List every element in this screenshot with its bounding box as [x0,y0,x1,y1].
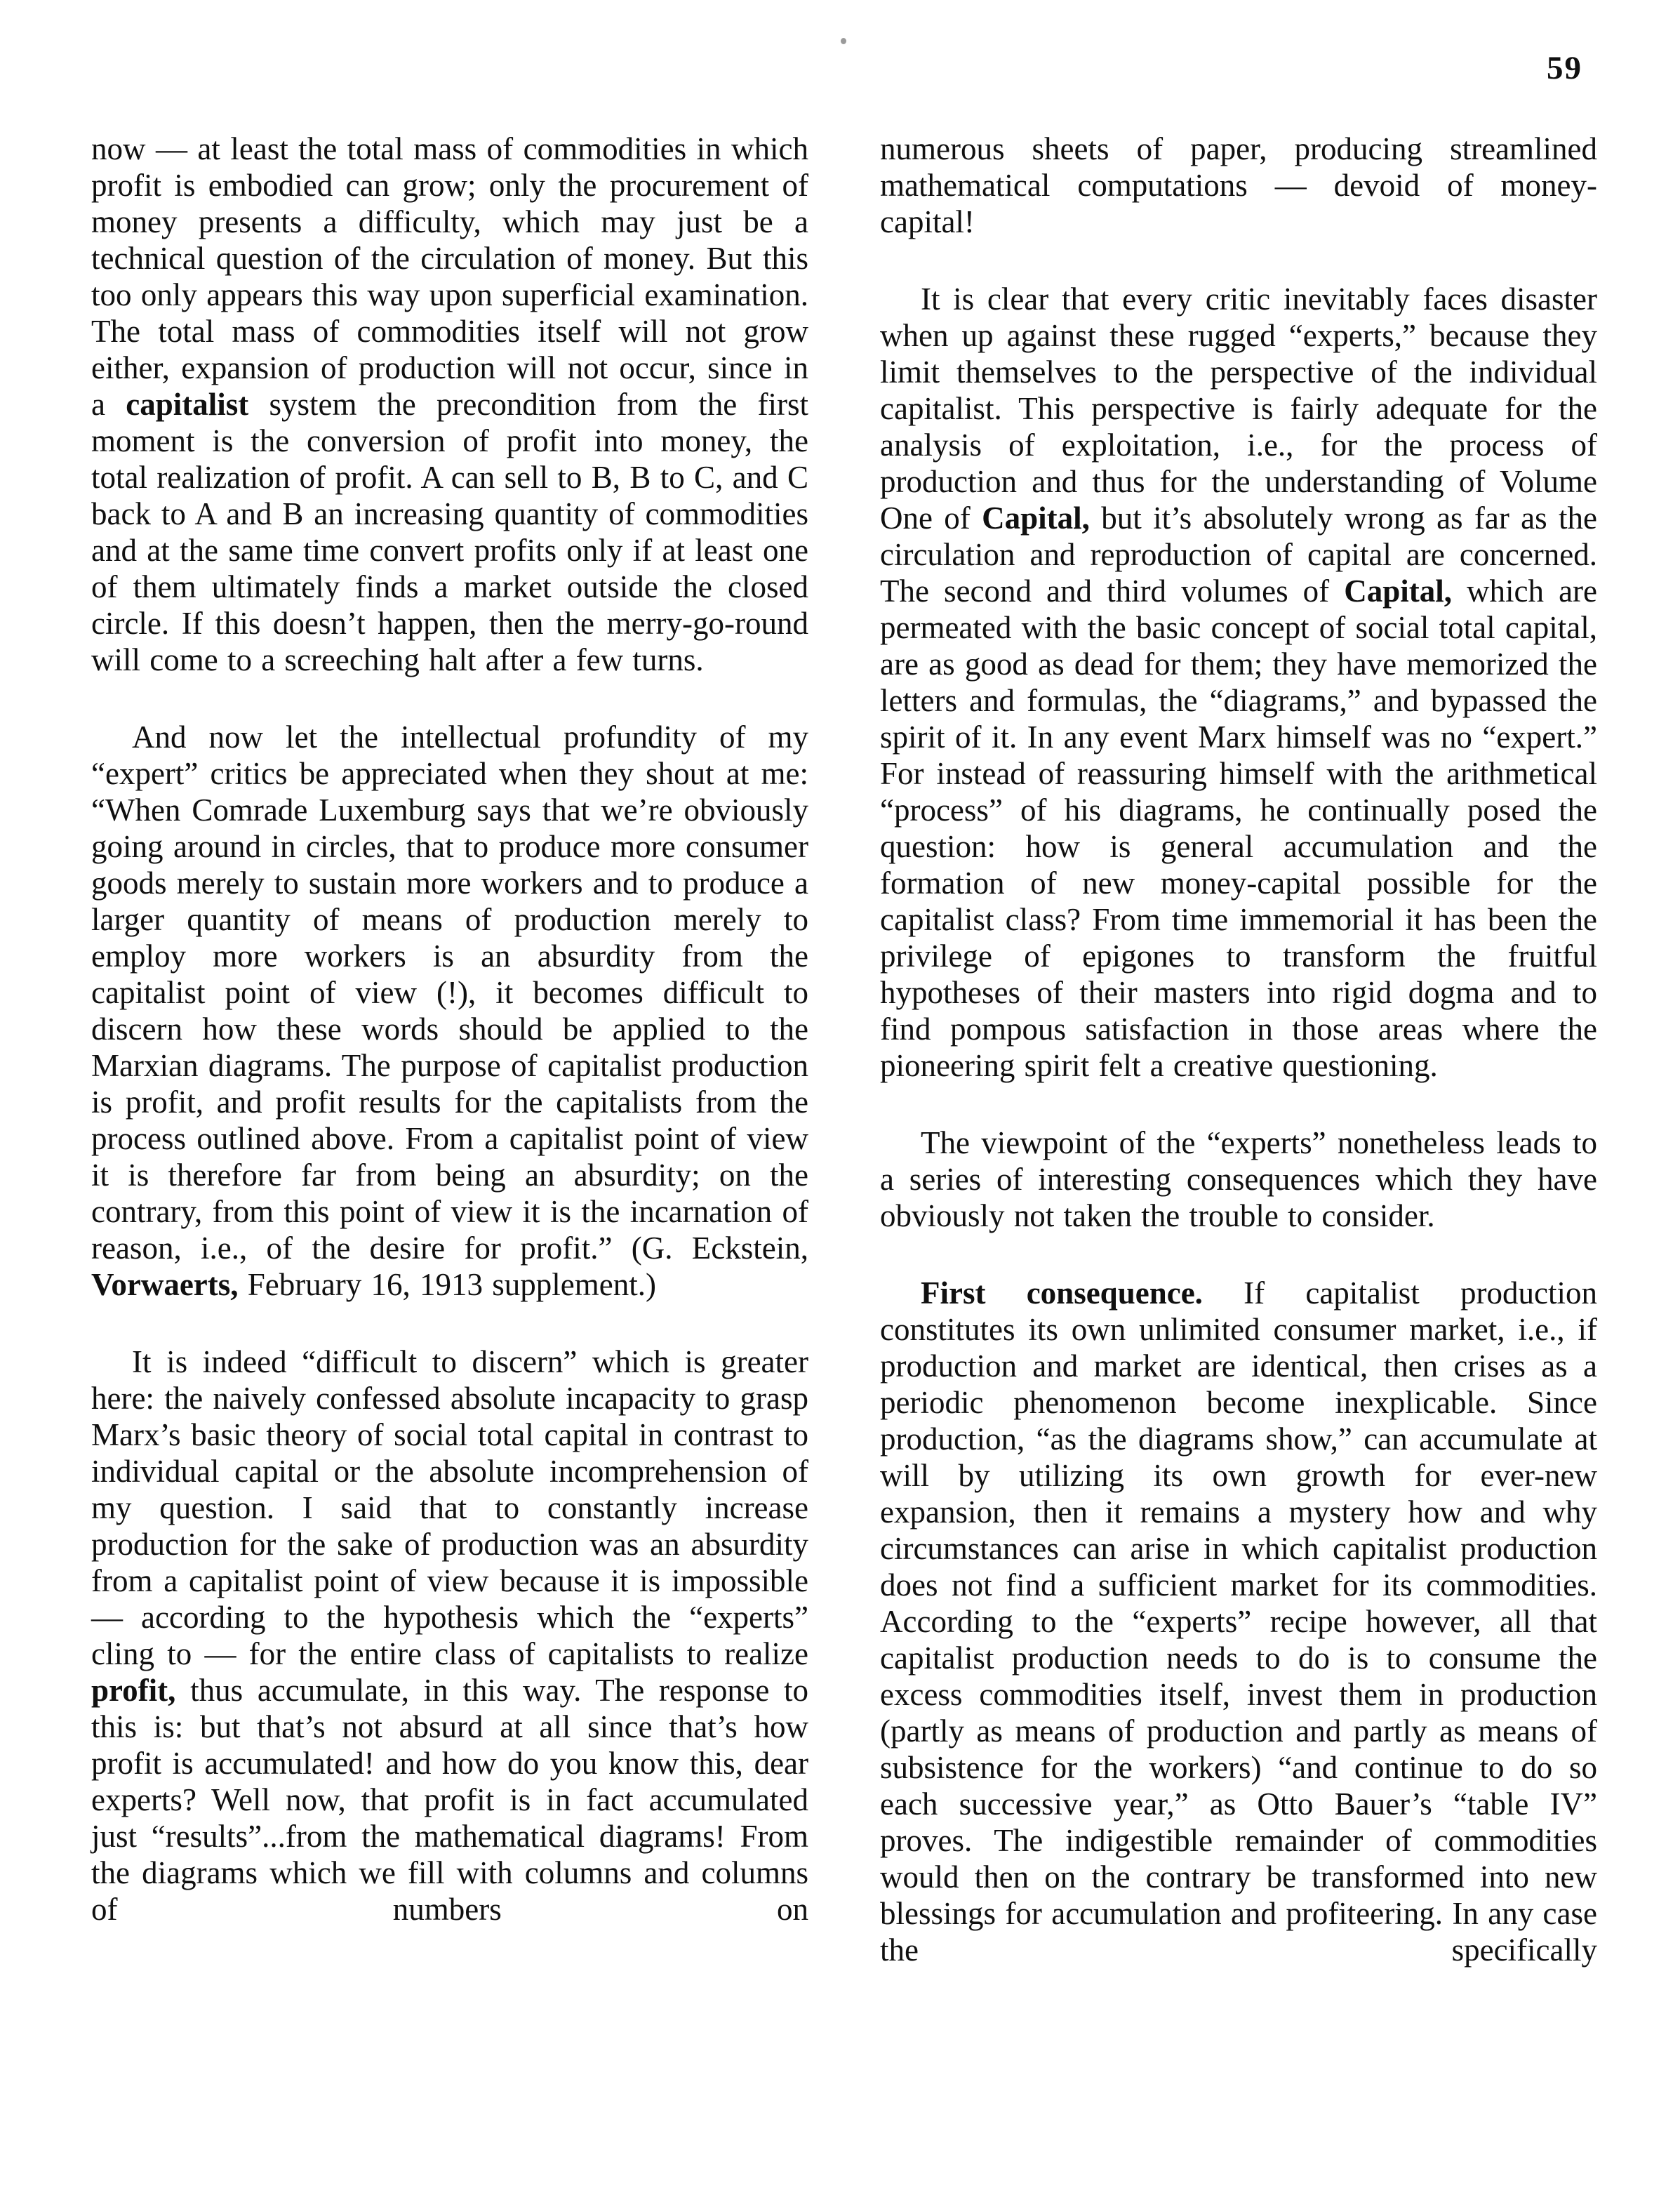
text-run: numerous sheets of paper, producing streamlined mathematical computations — devoid of money-capital! [880,131,1597,239]
text-run: It is clear that every critic inevitably faces disaster when up against these rugged “experts,” because they limit themselves to the perspective of the individual capitalist. This perspective is fairly adequate for the analysis of exploitation, i.e., for the process of production and thus for the understanding of Volume One of [880,281,1597,536]
left-column [91,131,808,1928]
text-run: And now let the intellectual profundity of my “expert” critics be appreciated when they shout at me: “When Comrade Luxemburg says that we’re obviously going around in circles, that to produce more consumer goods merely to sustain more workers and to produce a larger quantity of means of production merely to employ more workers is an absurdity from the capitalist point of view (!), it becomes difficult to discern how these words should be applied to the Marxian diagrams. The purpose of capitalist production is profit, and profit results for the capitalists from the process outlined above. From a capitalist point of view it is therefore far from being an absurdity; on the contrary, from this point of view it is the incarnation of reason, i.e., of the desire for profit.” (G. Eckstein, [91,719,808,1266]
bold-text-run: Vorwaerts, [91,1267,239,1302]
paragraph [880,1275,1597,1968]
paragraph [880,281,1597,1084]
paragraph [880,131,1597,240]
bold-text-run: capitalist [126,387,249,422]
text-run: If capitalist production constitutes its own unlimited consumer market, i.e., if production and market are identical, then crises as a periodic phenomenon become inexplicable. Since production, “as the diagrams show,” can accumulate at will by utilizing its own growth for ever-new expansion, then it remains a mystery how and why circumstances can arise in which capitalist production does not find a sufficient market for its commodities. According to the “experts” recipe however, all that capitalist production needs to do is to consume the excess commodities itself, invest them in production (partly as means of production and partly as means of subsistence for the workers) “and continue to do so each successive year,” as Otto Bauer’s “table IV” proves. The indigestible remainder of commodities would then on the contrary be transformed into new blessings for accumulation and profiteering. In any case the specifically [880,1275,1597,1968]
text-run: thus accumulate, in this way. The response to this is: but that’s not absurd at all since that’s how profit is accumulated! and how do you know this, dear experts? Well now, that profit is in fact accumulated just “results”...from the mathematical diagrams! From the diagrams which we fill with columns and columns of numbers on [91,1673,808,1927]
bold-text-run: profit, [91,1673,176,1708]
paragraph [91,1344,808,1928]
text-run: now — at least the total mass of commodities in which profit is embodied can grow; only the procurement of money presents a difficulty, which may just be a technical question of the circulation of money. But this too only appears this way upon superficial examination. The total mass of commodities itself will not grow either, expansion of production will not occur, since in a [91,131,808,422]
bold-text-run: Capital, [982,500,1090,536]
scan-artifact-dot [841,38,846,44]
text-run: The viewpoint of the “experts” nonetheless leads to a series of interesting consequences which they have obviously not taken the trouble to consider. [880,1125,1597,1233]
right-column [880,131,1597,1968]
paragraph [91,719,808,1303]
paragraph [880,1125,1597,1234]
text-run: February 16, 1913 supplement.) [238,1267,656,1302]
text-run: which are permeated with the basic concept of social total capital, are as good as dead for them; they have memorized the letters and formulas, the “diagrams,” and bypassed the spirit of it. In any event Marx himself was no “expert.” For instead of reassuring himself with the arithmetical “process” of his diagrams, he continually posed the question: how is general accumulation and the formation of new money-capital possible for the capitalist class? From time immemorial it has been the privilege of epigones to transform the fruitful hypotheses of their masters into rigid dogma and to find pompous satisfaction in those areas where the pioneering spirit felt a creative questioning. [880,573,1598,1083]
text-run: It is indeed “difficult to discern” which is greater here: the naively confessed absolute incapacity to grasp Marx’s basic theory of social total capital in contrast to individual capital or the absolute incomprehension of my question. I said that to constantly increase production for the sake of production was an absurdity from a capitalist point of view because it is impossible — according to the hypothesis which the “experts” cling to — for the entire class of capitalists to realize [91,1344,808,1671]
page-number: 59 [1547,50,1582,86]
text-run: system the precondition from the first moment is the conversion of profit into money, the total realization of profit. A can sell to B, B to C, and C back to A and B an increasing quantity of commodities and at the same time convert profits only if at least one of them ultimately finds a market outside the closed circle. If this doesn’t happen, then the merry-go-round will come to a screeching halt after a few turns. [91,387,808,677]
bold-text-run: First consequence. [921,1275,1203,1311]
text-run: but it’s absolutely wrong as far as the circulation and reproduction of capital are concerned. The second and third volumes of [880,500,1597,609]
bold-text-run: Capital, [1344,573,1452,609]
paragraph [91,131,808,678]
